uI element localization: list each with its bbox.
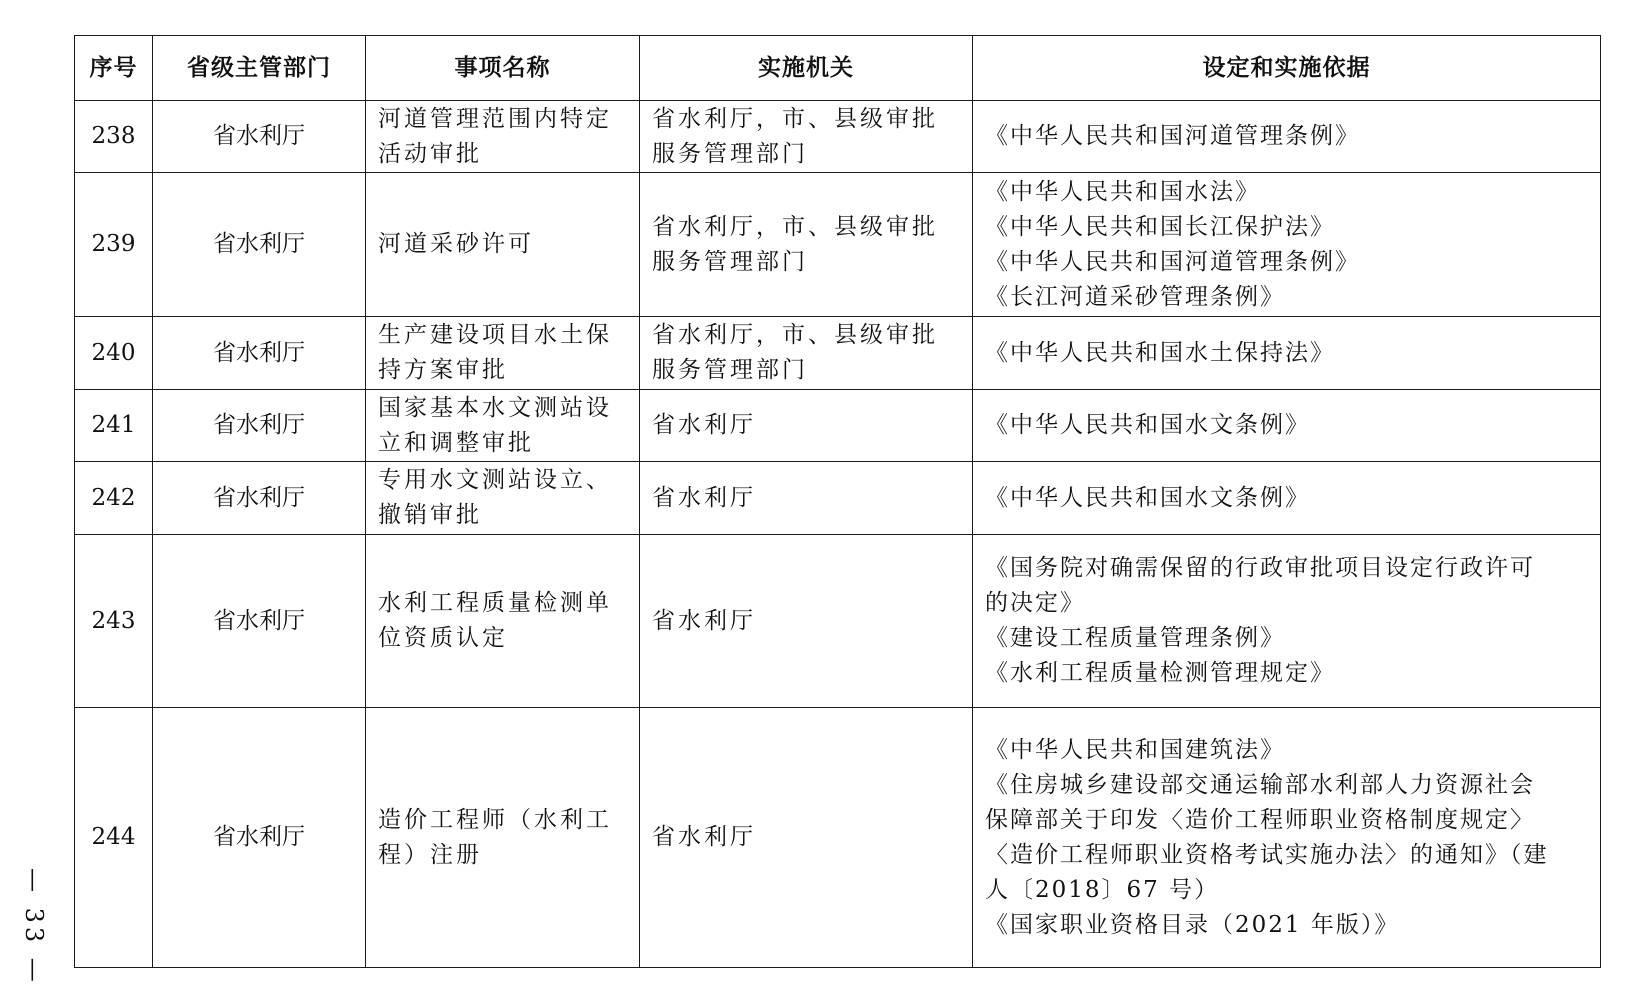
basis-line: 《住房城乡建设部交通运输部水利部人力资源社会 bbox=[985, 771, 1535, 798]
page-number: — 33 — bbox=[20, 868, 48, 986]
basis-line: 《水利工程质量检测管理规定》 bbox=[985, 660, 1335, 686]
item-name-cell: 造价工程师（水利工程）注册 bbox=[366, 708, 640, 968]
agency-cell: 省水利厅，市、县级审批服务管理部门 bbox=[640, 101, 973, 173]
header-item-name: 事项名称 bbox=[366, 36, 640, 101]
basis-line: 《中华人民共和国水法》 bbox=[985, 178, 1260, 205]
department-cell: 省水利厅 bbox=[153, 317, 366, 390]
legal-basis-cell bbox=[973, 462, 1601, 535]
basis-line: 《中华人民共和国河道管理条例》 bbox=[985, 123, 1360, 149]
serial-no-cell: 244 bbox=[75, 708, 153, 968]
serial-no-cell: 242 bbox=[75, 462, 153, 535]
legal-basis-cell bbox=[973, 708, 1601, 968]
serial-no-cell: 238 bbox=[75, 101, 153, 173]
agency-cell: 省水利厅，市、县级审批服务管理部门 bbox=[640, 317, 973, 390]
basis-line: 《中华人民共和国建筑法》 bbox=[985, 736, 1285, 763]
department-cell: 省水利厅 bbox=[153, 173, 366, 317]
agency-cell: 省水利厅 bbox=[640, 390, 973, 462]
department-cell: 省水利厅 bbox=[153, 390, 366, 462]
basis-line: 《中华人民共和国水土保持法》 bbox=[985, 339, 1335, 366]
legal-basis-cell bbox=[973, 317, 1601, 390]
agency-cell: 省水利厅 bbox=[640, 708, 973, 968]
table-row bbox=[75, 390, 1601, 462]
item-name-cell: 国家基本水文测站设立和调整审批 bbox=[366, 390, 640, 462]
item-name-cell: 河道管理范围内特定活动审批 bbox=[366, 101, 640, 173]
serial-no-cell: 239 bbox=[75, 173, 153, 317]
header-legal-basis: 设定和实施依据 bbox=[973, 36, 1601, 101]
basis-line: 〈造价工程师职业资格考试实施办法〉的通知》（建 bbox=[985, 841, 1549, 868]
item-name-cell: 水利工程质量检测单位资质认定 bbox=[366, 535, 640, 708]
serial-no-cell: 243 bbox=[75, 535, 153, 708]
basis-line: 《国务院对确需保留的行政审批项目设定行政许可 bbox=[985, 555, 1535, 581]
basis-line: 《长江河道采砂管理条例》 bbox=[985, 283, 1285, 310]
serial-no-cell: 240 bbox=[75, 317, 153, 390]
header-serial-no: 序号 bbox=[75, 36, 153, 101]
table-row bbox=[75, 462, 1601, 535]
department-cell: 省水利厅 bbox=[153, 101, 366, 173]
department-cell: 省水利厅 bbox=[153, 462, 366, 535]
basis-line: 《国家职业资格目录（2021 年版）》 bbox=[985, 911, 1400, 938]
item-name-cell: 生产建设项目水土保持方案审批 bbox=[366, 317, 640, 390]
header-department: 省级主管部门 bbox=[153, 36, 366, 101]
table-row bbox=[75, 708, 1601, 968]
agency-cell: 省水利厅 bbox=[640, 535, 973, 708]
agency-cell: 省水利厅 bbox=[640, 462, 973, 535]
table-row bbox=[75, 173, 1601, 317]
basis-line: 的决定》 bbox=[985, 590, 1085, 616]
legal-basis-cell bbox=[973, 101, 1601, 173]
basis-line: 《建设工程质量管理条例》 bbox=[985, 625, 1285, 651]
department-cell: 省水利厅 bbox=[153, 535, 366, 708]
approval-items-table bbox=[74, 35, 1601, 968]
serial-no-cell: 241 bbox=[75, 390, 153, 462]
header-implementing-agency: 实施机关 bbox=[640, 36, 973, 101]
item-name-cell: 河道采砂许可 bbox=[366, 173, 640, 317]
legal-basis-cell bbox=[973, 535, 1601, 708]
basis-line: 《中华人民共和国水文条例》 bbox=[985, 484, 1310, 511]
table-header-row bbox=[75, 36, 1601, 101]
basis-line: 《中华人民共和国河道管理条例》 bbox=[985, 248, 1360, 275]
agency-cell: 省水利厅，市、县级审批服务管理部门 bbox=[640, 173, 973, 317]
table-row bbox=[75, 317, 1601, 390]
legal-basis-cell bbox=[973, 173, 1601, 317]
table-row bbox=[75, 535, 1601, 708]
department-cell: 省水利厅 bbox=[153, 708, 366, 968]
basis-line: 《中华人民共和国长江保护法》 bbox=[985, 213, 1335, 240]
legal-basis-cell bbox=[973, 390, 1601, 462]
item-name-cell: 专用水文测站设立、撤销审批 bbox=[366, 462, 640, 535]
basis-line: 人〔2018〕67 号） bbox=[985, 876, 1220, 903]
basis-line: 《中华人民共和国水文条例》 bbox=[985, 412, 1310, 438]
table-row bbox=[75, 101, 1601, 173]
basis-line: 保障部关于印发〈造价工程师职业资格制度规定〉 bbox=[985, 806, 1535, 833]
